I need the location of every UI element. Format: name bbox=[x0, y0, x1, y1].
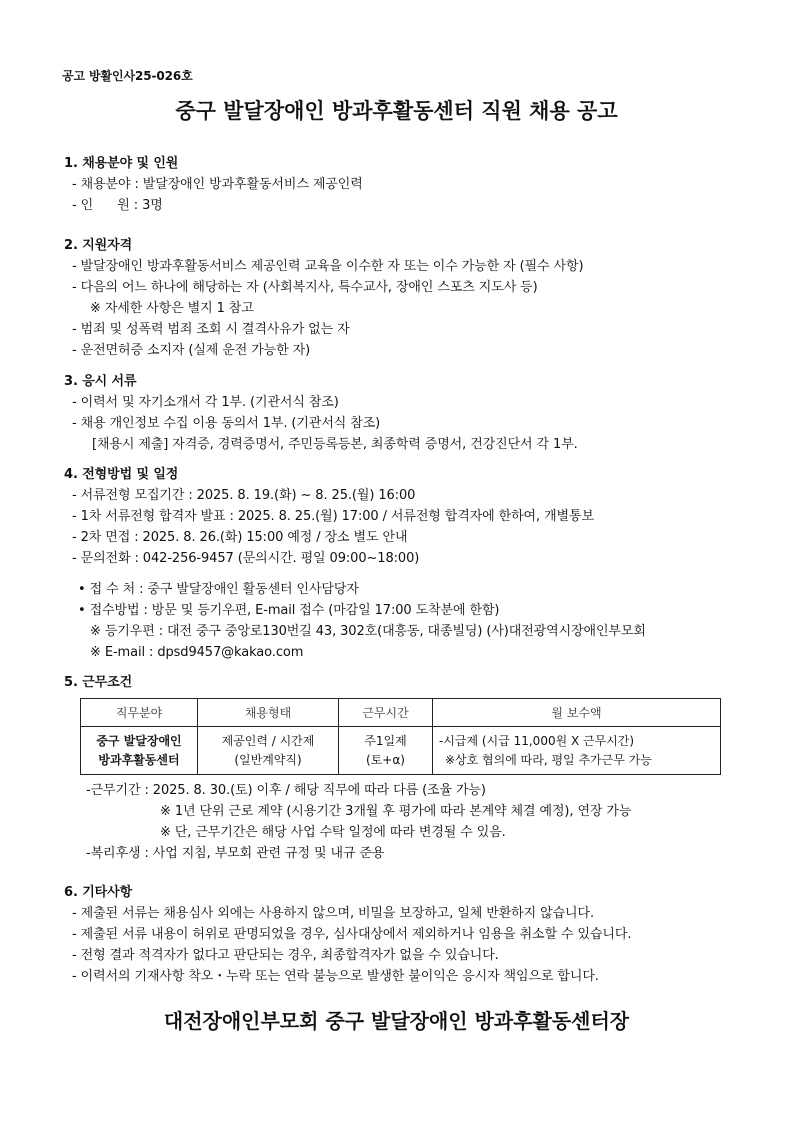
organization-signature: 대전장애인부모회 중구 발달장애인 방과후활동센터장 bbox=[163, 1009, 630, 1033]
section2-line: - 다음의 어느 하나에 해당하는 자 (사회복지사, 특수교사, 장애인 스포츠 지도사 등) bbox=[72, 280, 538, 295]
section-heading-6: 6. 기타사항 bbox=[64, 885, 133, 900]
section4-line: - 서류전형 모집기간 : 2025. 8. 19.(화) ~ 8. 25.(월) 16:00 bbox=[72, 488, 416, 503]
table-row bbox=[81, 727, 721, 775]
table-cell-type bbox=[198, 727, 339, 775]
section3-note: [채용시 제출] 자격증, 경력증명서, 주민등록등본, 최종학력 증명서, 건강진단서 각 1부. bbox=[92, 437, 578, 452]
section6-line: - 제출된 서류는 채용심사 외에는 사용하지 않으며, 비밀을 보장하고, 일체 반환하지 않습니다. bbox=[72, 906, 594, 921]
table-header-row bbox=[81, 699, 721, 727]
section2-line: - 범죄 및 성폭력 범죄 조회 시 결격사유가 없는 자 bbox=[72, 322, 350, 337]
cell-text: ※상호 협의에 따라, 평일 추가근무 가능 bbox=[445, 752, 652, 767]
table-header: 직무분야 bbox=[81, 699, 198, 727]
section4-bullet: • 접수방법 : 방문 및 등기우편, E-mail 접수 (마감일 17:00 도착분에 한함) bbox=[78, 603, 500, 618]
section4-email: ※ E-mail : dpsd9457@kakao.com bbox=[90, 645, 304, 660]
section5-line: -근무기간 : 2025. 8. 30.(토) 이후 / 해당 직무에 따라 다름 (조율 가능) bbox=[86, 783, 486, 798]
section-heading-3: 3. 응시 서류 bbox=[64, 374, 137, 389]
table-header: 근무시간 bbox=[339, 699, 433, 727]
section-heading-1: 1. 채용분야 및 인원 bbox=[64, 156, 179, 171]
table-cell-pay bbox=[433, 727, 721, 775]
section3-line: - 채용 개인정보 수집 이용 동의서 1부. (기관서식 참조) bbox=[72, 416, 381, 431]
section-heading-4: 4. 전형방법 및 일정 bbox=[64, 467, 179, 482]
section4-line: - 2차 면접 : 2025. 8. 26.(화) 15:00 예정 / 장소 별도 안내 bbox=[72, 530, 408, 545]
table-cell-role bbox=[81, 727, 198, 775]
section4-note: ※ 등기우편 : 대전 중구 중앙로130번길 43, 302호(대흥동, 대종빌딩) (사)대전광역시장애인부모회 bbox=[90, 624, 646, 639]
section5-line: -복리후생 : 사업 지침, 부모회 관련 규정 및 내규 준용 bbox=[86, 846, 385, 861]
section2-note: ※ 자세한 사항은 별지 1 참고 bbox=[90, 301, 254, 316]
cell-text: 주1일제 bbox=[364, 733, 407, 748]
section4-line: - 문의전화 : 042-256-9457 (문의시간. 평일 09:00~18:00) bbox=[72, 551, 420, 566]
section2-line: - 운전면허증 소지자 (실제 운전 가능한 자) bbox=[72, 343, 311, 358]
section3-line: - 이력서 및 자기소개서 각 1부. (기관서식 참조) bbox=[72, 395, 339, 410]
notice-number: 공고 방활인사25-026호 bbox=[62, 69, 193, 83]
section4-bullet: • 접 수 처 : 중구 발달장애인 활동센터 인사담당자 bbox=[78, 582, 359, 597]
cell-text: 중구 발달장애인 bbox=[96, 733, 182, 748]
table-cell-hours bbox=[339, 727, 433, 775]
section6-line: - 제출된 서류 내용이 허위로 판명되었을 경우, 심사대상에서 제외하거나 임용을 취소할 수 있습니다. bbox=[72, 927, 632, 942]
section-heading-2: 2. 지원자격 bbox=[64, 238, 133, 253]
cell-text: (토+α) bbox=[366, 752, 405, 767]
cell-text: (일반계약직) bbox=[234, 752, 302, 767]
section5-note: ※ 단, 근무기간은 해당 사업 수탁 일정에 따라 변경될 수 있음. bbox=[160, 825, 506, 840]
page-title: 중구 발달장애인 방과후활동센터 직원 채용 공고 bbox=[175, 99, 618, 123]
section6-line: - 이력서의 기재사항 착오・누락 또는 연락 불능으로 발생한 불이익은 응시자 책임으로 합니다. bbox=[72, 969, 599, 984]
section1-line: - 채용분야 : 발달장애인 방과후활동서비스 제공인력 bbox=[72, 177, 363, 192]
cell-text: 방과후활동센터 bbox=[98, 752, 180, 767]
cell-text: -시급제 (시급 11,000원 X 근무시간) bbox=[439, 733, 635, 748]
section2-line: - 발달장애인 방과후활동서비스 제공인력 교육을 이수한 자 또는 이수 가능한 자 (필수 사항) bbox=[72, 259, 584, 274]
table-header: 월 보수액 bbox=[433, 699, 721, 727]
section1-line: - 인 원 : 3명 bbox=[72, 198, 163, 213]
work-conditions-table bbox=[80, 698, 721, 775]
section4-line: - 1차 서류전형 합격자 발표 : 2025. 8. 25.(월) 17:00 / 서류전형 합격자에 한하여, 개별통보 bbox=[72, 509, 594, 524]
cell-text: 제공인력 / 시간제 bbox=[221, 733, 315, 748]
section6-line: - 전형 결과 적격자가 없다고 판단되는 경우, 최종합격자가 없을 수 있습니다. bbox=[72, 948, 499, 963]
section-heading-5: 5. 근무조건 bbox=[64, 675, 133, 690]
table-header: 채용형태 bbox=[198, 699, 339, 727]
section5-note: ※ 1년 단위 근로 계약 (시용기간 3개월 후 평가에 따라 본계약 체결 예정), 연장 가능 bbox=[160, 804, 632, 819]
